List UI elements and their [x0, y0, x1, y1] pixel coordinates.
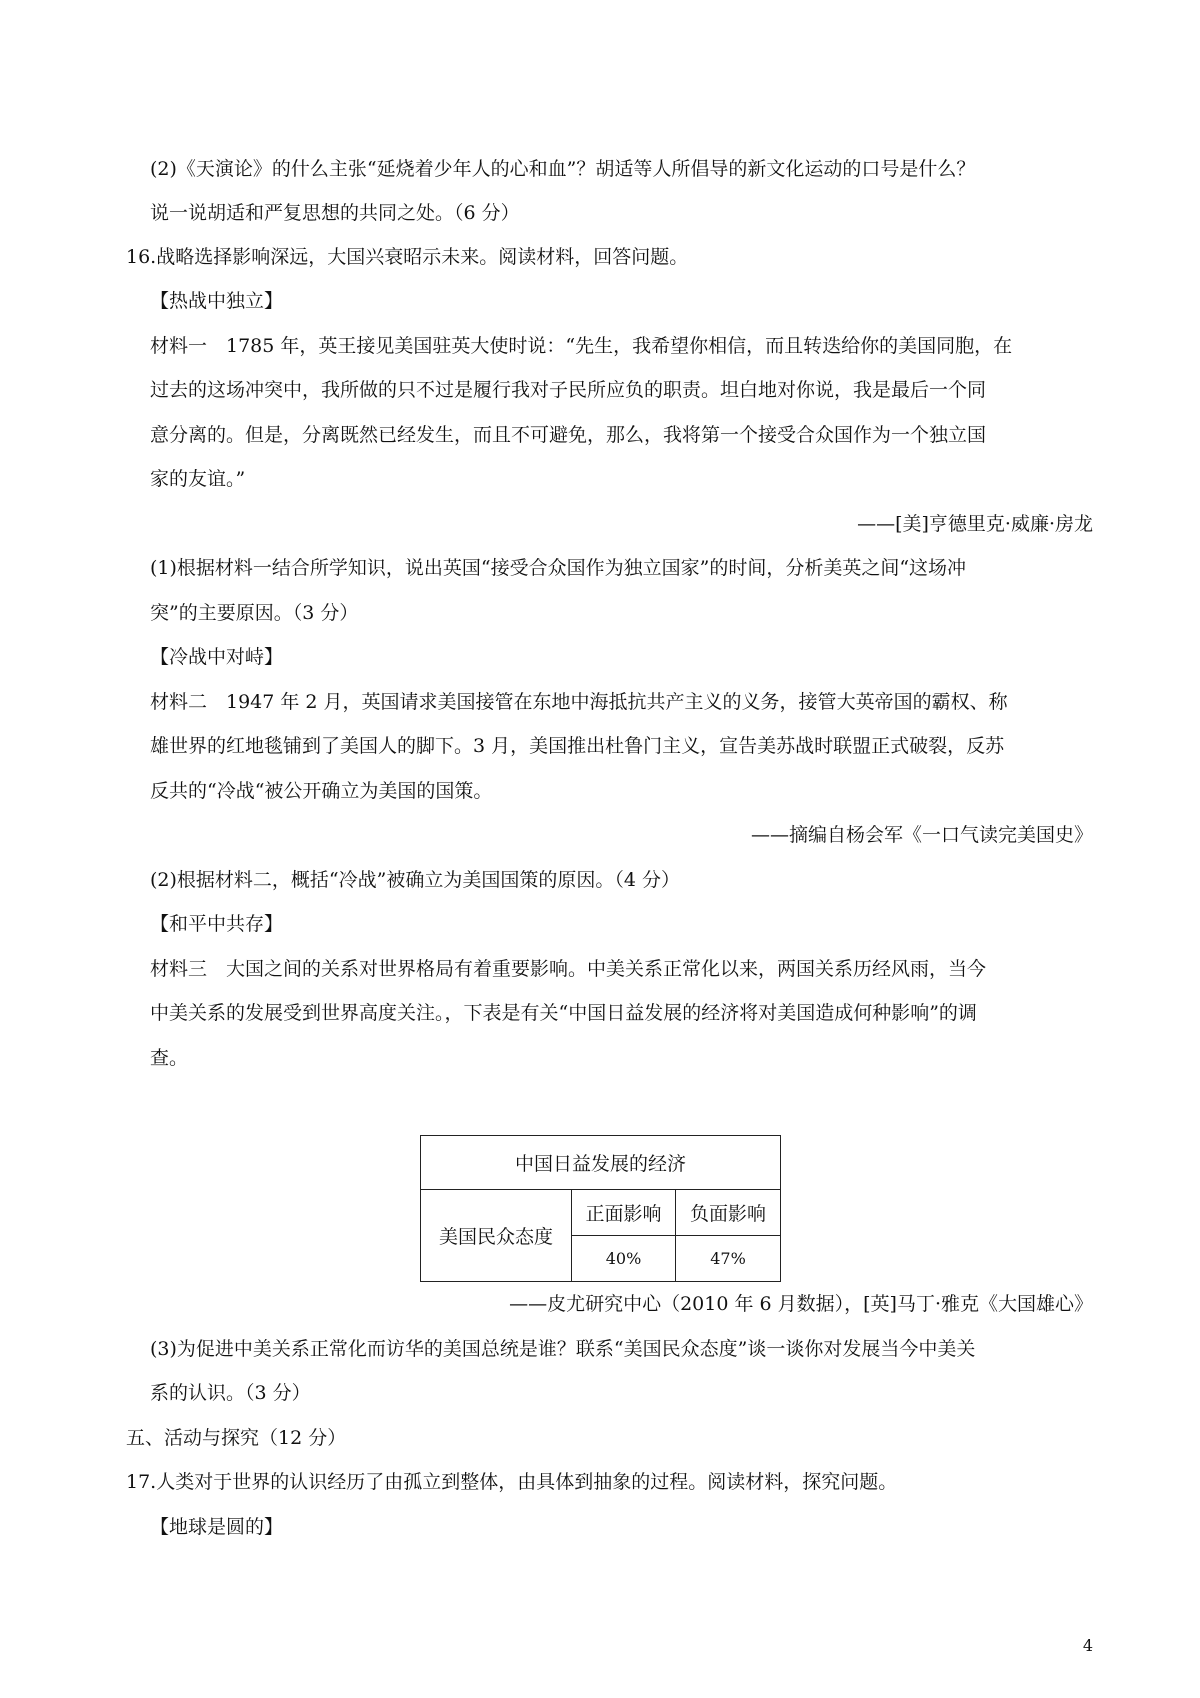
survey-table-val2: 47% [676, 1236, 781, 1282]
q16-material2-source: ——摘编自杨会军《一口气读完美国史》 [750, 824, 1093, 846]
q16-material3-line2: 中美关系的发展受到世界高度关注。，下表是有关“中国日益发展的经济将对美国造成何种影响”的调 [150, 1002, 977, 1024]
q16-material1-line1: 材料一 1785 年，英王接见美国驻英大使时说：“先生，我希望你相信，而且转迭给你的美国同胞，在 [150, 335, 1013, 357]
q16-question1-line1: (1)根据材料一结合所学知识，说出英国“接受合众国作为独立国家”的时间，分析美英之间“这场冲 [150, 557, 967, 579]
q16-section2-heading: 【冷战中对峙】 [150, 646, 284, 668]
q16-material2-line3: 反共的“冷战“被公开确立为美国的国策。 [150, 780, 493, 802]
q16-material1-line3: 意分离的。但是，分离既然已经发生，而且不可避免，那么，我将第一个接受合众国作为一个独立国 [150, 424, 987, 446]
q17-section1-heading: 【地球是圆的】 [150, 1516, 284, 1538]
survey-table-col2-header: 负面影响 [676, 1190, 781, 1236]
survey-table-header: 中国日益发展的经济 [421, 1136, 781, 1190]
q16-material2-line2: 雄世界的红地毯铺到了美国人的脚下。3 月，美国推出杜鲁门主义，宣告美苏战时联盟正式破裂，反苏 [150, 735, 1005, 757]
q16-question1-line2: 突”的主要原因。（3 分） [150, 602, 359, 624]
q16-stem: 16.战略选择影响深远，大国兴衰昭示未来。阅读材料，回答问题。 [126, 246, 689, 268]
page-number: 4 [1082, 1636, 1093, 1655]
q16-material3-line3: 查。 [150, 1047, 189, 1069]
q16-material2-line1: 材料二 1947 年 2 月，英国请求美国接管在东地中海抵抗共产主义的义务，接管大英帝国的霸权、称 [150, 691, 1008, 713]
q16-material1-source: ——[美]亨德里克·威廉·房龙 [857, 513, 1093, 535]
q16-question3-line1: (3)为促进中美关系正常化而访华的美国总统是谁？联系“美国民众态度”谈一谈你对发展当今中美关 [150, 1338, 976, 1360]
survey-table-val1: 40% [572, 1236, 676, 1282]
survey-table-row-label: 美国民众态度 [421, 1190, 572, 1282]
survey-table [420, 1135, 781, 1282]
q16-material1-line4: 家的友谊。” [150, 468, 246, 490]
q16-section3-heading: 【和平中共存】 [150, 913, 284, 935]
q16-material3-source: ——皮尤研究中心（2010 年 6 月数据），[英]马丁·雅克《大国雄心》 [509, 1293, 1093, 1315]
q15-part2-line1: (2)《天演论》的什么主张“延烧着少年人的心和血”？胡适等人所倡导的新文化运动的口号是什么？ [150, 158, 976, 180]
q16-material3-line1: 材料三 大国之间的关系对世界格局有着重要影响。中美关系正常化以来，两国关系历经风雨，当今 [150, 958, 987, 980]
survey-table-col1-header: 正面影响 [572, 1190, 676, 1236]
q15-part2-line2: 说一说胡适和严复思想的共同之处。（6 分） [150, 202, 520, 224]
section5-heading: 五、活动与探究（12 分） [126, 1427, 347, 1449]
q16-question2: (2)根据材料二，概括“冷战”被确立为美国国策的原因。（4 分） [150, 869, 680, 891]
q16-material1-line2: 过去的这场冲突中，我所做的只不过是履行我对子民所应负的职责。坦白地对你说，我是最后一个同 [150, 379, 987, 401]
q16-section1-heading: 【热战中独立】 [150, 290, 284, 312]
q16-question3-line2: 系的认识。（3 分） [150, 1382, 311, 1404]
q17-stem: 17.人类对于世界的认识经历了由孤立到整体，由具体到抽象的过程。阅读材料，探究问题。 [126, 1471, 898, 1493]
